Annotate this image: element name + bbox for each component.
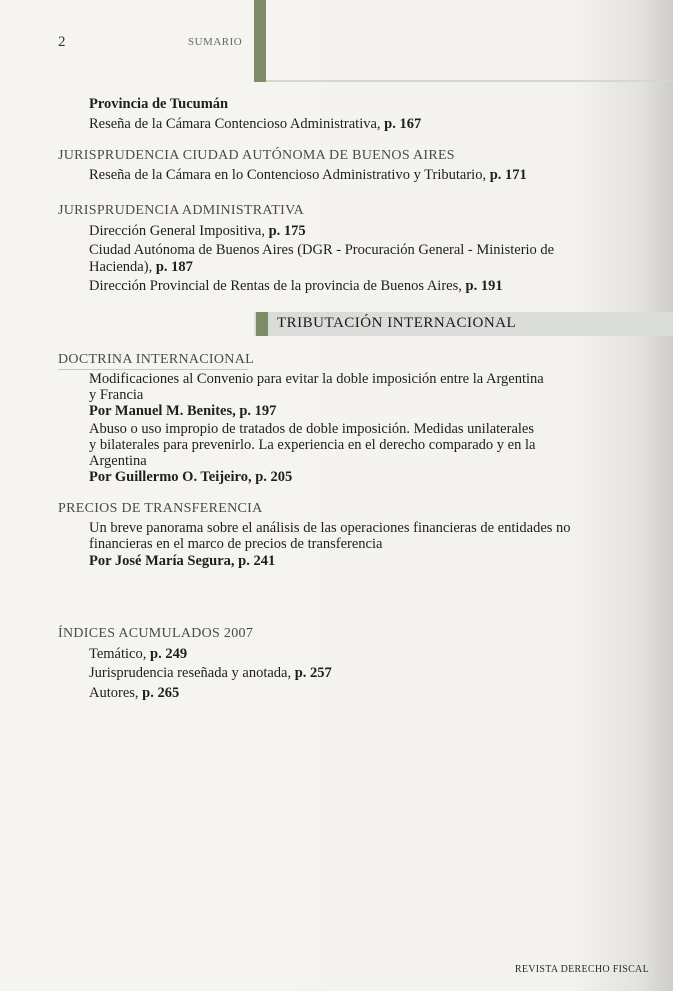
toc-entry[interactable] [89,278,503,295]
article-title-line[interactable]: y bilaterales para prevenirlo. La experiencia en el derecho comparado y en la [89,437,536,453]
section-heading-doctrina: DOCTRINA INTERNACIONAL [58,352,254,367]
toc-entry[interactable] [89,167,527,184]
entry-text: Dirección General Impositiva, [89,223,269,239]
toc-entry[interactable] [89,665,332,682]
page-reference: p. 187 [155,259,193,275]
heading-underline [58,369,248,370]
page-reference: p. 265 [142,685,180,701]
page-reference: p. 257 [294,665,332,681]
section-heading-caba: JURISPRUDENCIA CIUDAD AUTÓNOMA DE BUENOS AIRES [58,148,455,163]
article-title-line[interactable]: Un breve panorama sobre el análisis de las operaciones financieras de entidades no [89,520,571,536]
header-rule [266,80,673,82]
entry-text: Hacienda), [89,259,156,275]
article-author[interactable]: Por Manuel M. Benites, p. 197 [89,403,277,419]
article-title-line[interactable]: y Francia [89,387,144,403]
article-author[interactable]: Por José María Segura, p. 241 [89,553,276,569]
toc-entry[interactable] [89,223,306,240]
section-heading-precios: PRECIOS DE TRANSFERENCIA [58,501,263,516]
page-reference: p. 249 [150,646,188,662]
entry-text: Autores, [89,685,143,701]
page-reference: p. 171 [489,167,527,183]
page-reference: p. 167 [384,116,422,132]
page-reference: p. 175 [268,223,306,239]
journal-footer: REVISTA DERECHO FISCAL [514,964,649,975]
entry-text: Reseña de la Cámara Contencioso Administrativa, [89,116,385,132]
article-title-line[interactable]: Abuso o uso impropio de tratados de doble imposición. Medidas unilaterales [89,421,534,437]
band-title: TRIBUTACIÓN INTERNACIONAL [277,315,517,331]
page-reference: p. 191 [465,278,503,294]
section-label: SUMARIO [188,36,243,48]
article-author[interactable]: Por Guillermo O. Teijeiro, p. 205 [89,469,293,485]
article-title-line[interactable]: financieras en el marco de precios de transferencia [89,536,383,552]
block-title-tucuman: Provincia de Tucumán [89,96,229,112]
entry-text: Dirección Provincial de Rentas de la provincia de Buenos Aires, [89,278,466,294]
entry-text: Temático, [89,646,150,662]
entry-text: Jurisprudencia reseñada y anotada, [89,665,295,681]
toc-entry[interactable] [89,685,179,702]
page-number: 2 [58,34,66,50]
toc-entry-line2[interactable] [89,259,193,276]
section-heading-indices: ÍNDICES ACUMULADOS 2007 [58,626,254,641]
entry-text: Reseña de la Cámara en lo Contencioso Administrativo y Tributario, [89,167,490,183]
toc-entry-line1[interactable]: Ciudad Autónoma de Buenos Aires (DGR - Procuración General - Ministerio de [89,242,555,258]
article-title-line[interactable]: Modificaciones al Convenio para evitar la doble imposición entre la Argentina [89,371,544,387]
toc-entry[interactable] [89,116,421,133]
section-heading-admin: JURISPRUDENCIA ADMINISTRATIVA [58,203,305,218]
article-title-line[interactable]: Argentina [89,453,147,469]
toc-entry[interactable] [89,646,187,663]
header-accent-bar [254,0,266,82]
band-accent-marker [256,312,268,336]
